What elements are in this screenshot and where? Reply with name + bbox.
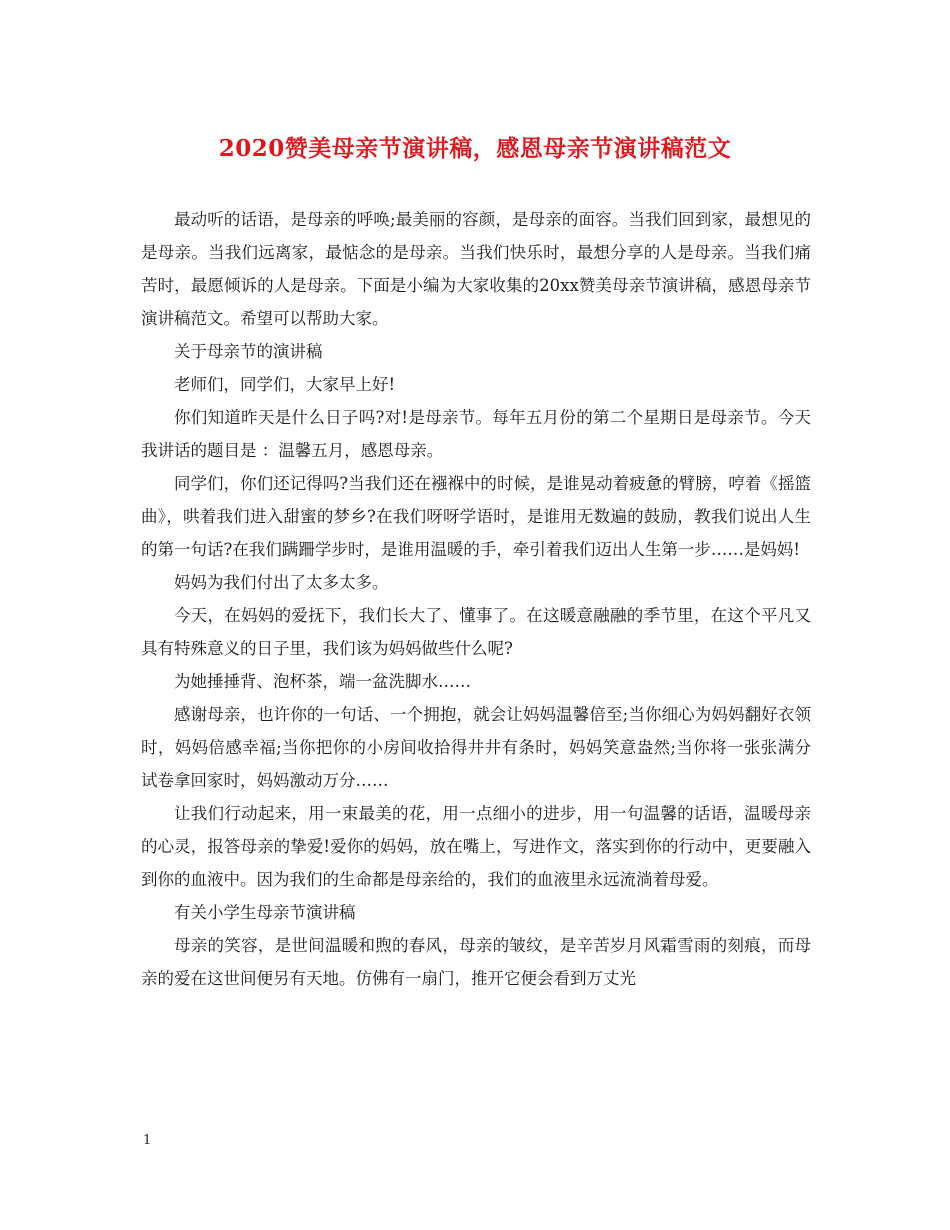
paragraph: 最动听的话语，是母亲的呼唤;最美丽的容颜，是母亲的面容。当我们回到家，最想见的是母亲。当我们远离家，最惦念的是母亲。当我们快乐时，最想分享的人是母亲。当我们痛苦时，最愿倾诉的人是母亲。下面是小编为大家收集的20xx赞美母亲节演讲稿，感恩母亲节演讲稿范文。希望可以帮助大家。 xyxy=(141,210,811,328)
paragraph: 母亲的笑容，是世间温暖和煦的春风，母亲的皱纹，是辛苦岁月风霜雪雨的刻痕，而母亲的爱在这世间便另有天地。仿佛有一扇门，推开它便会看到万丈光 xyxy=(141,936,811,988)
paragraph: 同学们，你们还记得吗?当我们还在襁褓中的时候，是谁晃动着疲惫的臂膀，哼着《摇篮曲》，哄着我们进入甜蜜的梦乡?在我们呀呀学语时，是谁用无数遍的鼓励，教我们说出人生的第一句话?在我们蹒跚学步时，是谁用温暖的手，牵引着我们迈出人生第一步……是妈妈! xyxy=(141,474,811,559)
paragraph: 今天，在妈妈的爱抚下，我们长大了、懂事了。在这暖意融融的季节里，在这个平凡又具有特殊意义的日子里，我们该为妈妈做些什么呢? xyxy=(141,606,811,658)
paragraph: 为她捶捶背、泡杯茶，端一盆洗脚水…… xyxy=(174,672,471,691)
paragraph: 妈妈为我们付出了太多太多。 xyxy=(174,573,389,592)
paragraph: 老师们，同学们，大家早上好! xyxy=(174,375,396,394)
document-body xyxy=(141,203,811,995)
document-title: 2020赞美母亲节演讲稿，感恩母亲节演讲稿范文 xyxy=(218,135,732,162)
paragraph: 你们知道昨天是什么日子吗?对!是母亲节。每年五月份的第二个星期日是母亲节。今天我讲话的题目是 ：温馨五月，感恩母亲。 xyxy=(141,408,811,460)
paragraph: 让我们行动起来，用一束最美的花，用一点细小的进步，用一句温馨的话语，温暖母亲的心灵，报答母亲的挚爱!爱你的妈妈，放在嘴上，写进作文，落实到你的行动中，更要融入到你的血液中。因为我们的生命都是母亲给的，我们的血液里永远流淌着母爱。 xyxy=(141,804,811,889)
section-heading: 关于母亲节的演讲稿 xyxy=(174,342,323,361)
page-number: 1 xyxy=(143,1133,152,1148)
paragraph: 感谢母亲，也许你的一句话、一个拥抱，就会让妈妈温馨倍至;当你细心为妈妈翻好衣领时，妈妈倍感幸福;当你把你的小房间收拾得井井有条时，妈妈笑意盎然;当你将一张张满分试卷拿回家时，妈妈激动万分…… xyxy=(141,705,811,790)
section-heading: 有关小学生母亲节演讲稿 xyxy=(174,903,356,922)
